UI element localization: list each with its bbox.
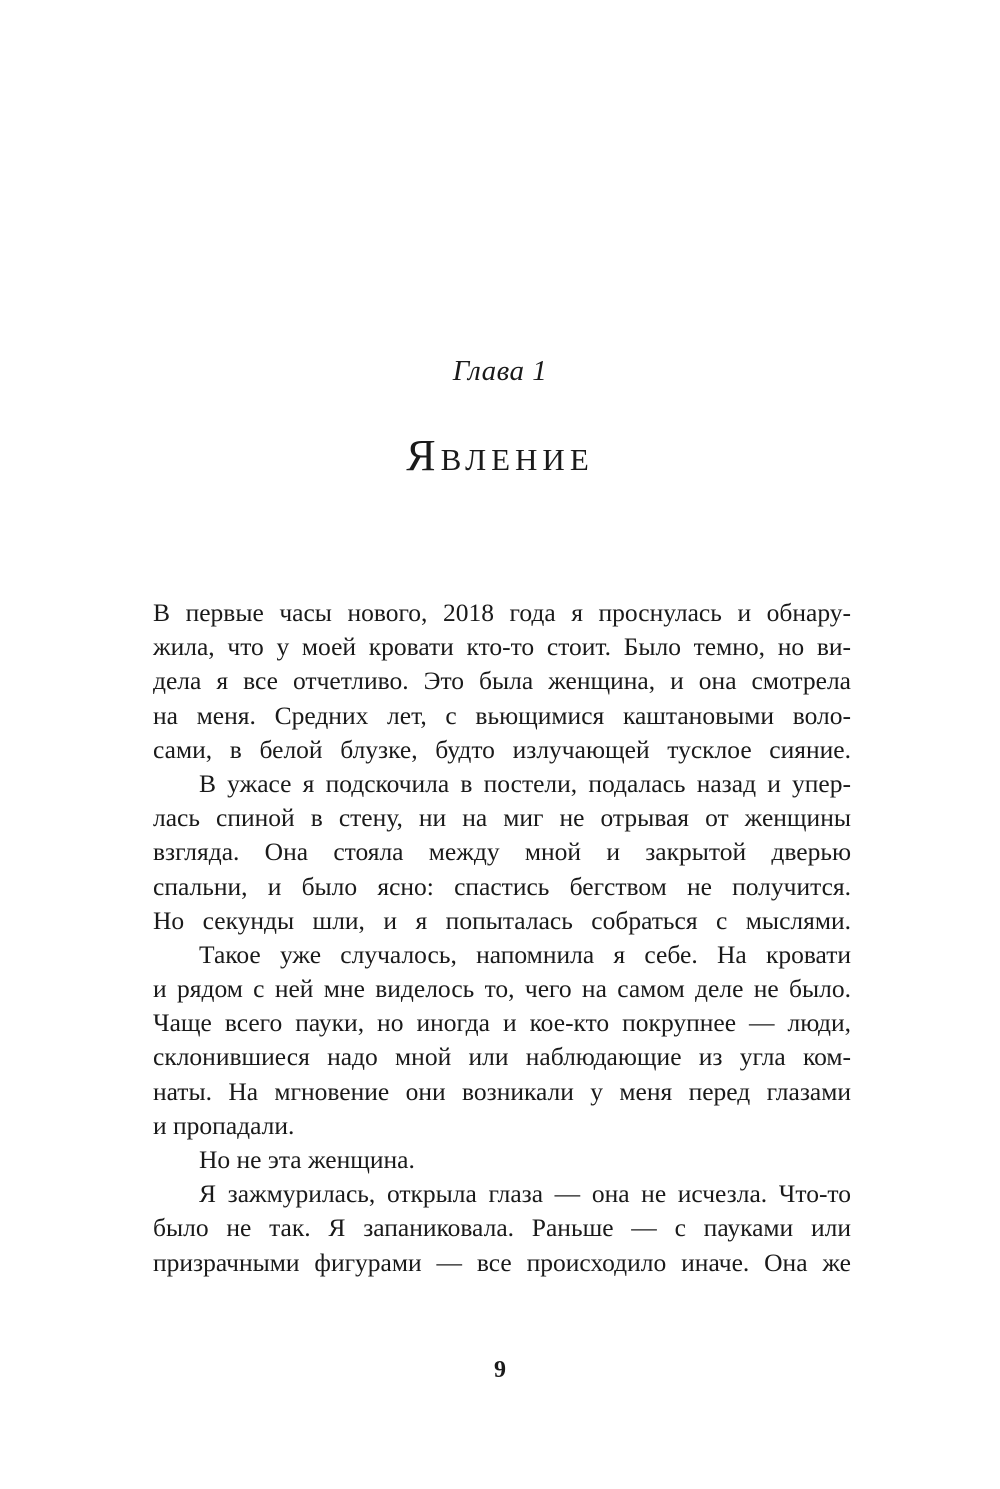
text-line: Чаще всего пауки, но иногда и кое-кто покрупнее — люди, [153,1008,851,1038]
text-line: склонившиеся надо мной или наблюдающие из угла ком- [153,1042,851,1072]
paragraph [153,938,851,1143]
text-line: жила, что у моей кровати кто-то стоит. Было темно, но ви- [153,632,851,662]
paragraph [153,767,851,938]
chapter-title: Явление [406,431,594,480]
text-line: сами, в белой блузке, будто излучающей тусклое сияние. [153,734,851,764]
text-line: и пропадали. [153,1110,295,1140]
text-line: В ужасе я подскочила в постели, подалась назад и упер- [199,768,851,798]
text-line: и рядом с ней мне виделось то, чего на самом деле не было. [153,974,851,1004]
text-line: дела я все отчетливо. Это была женщина, и она смотрела [153,666,851,696]
page-number: 9 [494,1357,506,1383]
text-line: Я зажмурилась, открыла глаза — она не исчезла. Что-то [199,1179,851,1209]
paragraph [153,1177,851,1280]
body-text [153,596,851,1280]
text-line: на меня. Средних лет, с вьющимися каштановыми воло- [153,700,851,730]
paragraph [153,596,851,767]
chapter-label: Глава 1 [452,355,548,387]
text-line: лась спиной в стену, ни на миг не отрывая от женщины [153,803,851,833]
text-line: Но секунды шли, и я попыталась собраться с мыслями. [153,905,851,935]
text-line: Но не эта женщина. [199,1145,415,1174]
text-line: взгляда. Она стояла между мной и закрытой дверью [153,837,851,867]
text-line: Такое уже случалось, напомнила я себе. На кровати [199,939,851,969]
paragraph [153,1143,851,1177]
text-line: наты. На мгновение они возникали у меня перед глазами [153,1076,851,1106]
text-line: призрачными фигурами — все происходило иначе. Она же [153,1247,851,1277]
text-line: В первые часы нового, 2018 года я проснулась и обнару- [153,598,851,627]
text-line: было не так. Я запаниковала. Раньше — с пауками или [153,1213,851,1243]
text-line: спальни, и было ясно: спастись бегством не получится. [153,871,851,901]
